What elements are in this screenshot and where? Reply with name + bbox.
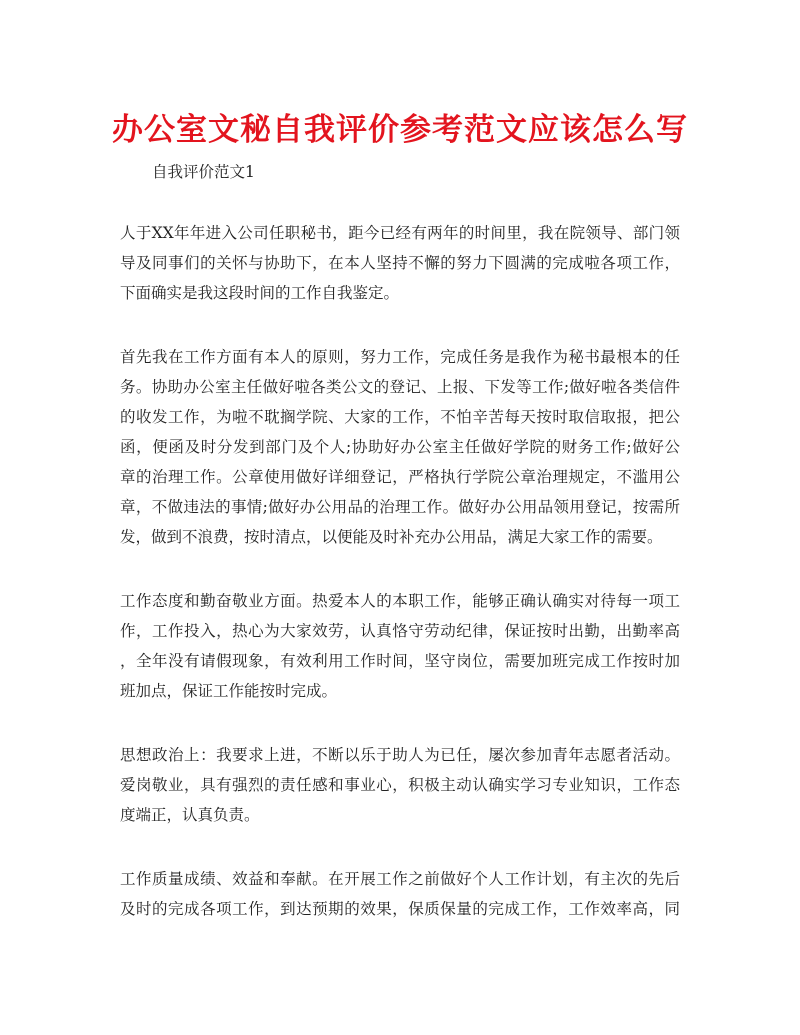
text-line: 班加点，保证工作能按时完成。 [120, 682, 338, 700]
text-line: 务。协助办公室主任做好啦各类公文的登记、上报、下发等工作;做好啦各类信件 [120, 378, 680, 396]
document-title: 办公室文秘自我评价参考范文应该怎么写 [112, 112, 688, 148]
text-line: ，全年没有请假现象，有效利用工作时间，坚守岗位，需要加班完成工作按时加 [120, 652, 680, 670]
paragraph-5 [120, 864, 680, 924]
paragraph-4 [120, 740, 680, 830]
text-line: 导及同事们的关怀与协助下，在本人坚持不懈的努力下圆满的完成啦各项工作， [120, 254, 680, 272]
document-body [120, 218, 680, 958]
text-line: 思想政治上：我要求上进，不断以乐于助人为已任，屡次参加青年志愿者活动。 [120, 746, 680, 764]
text-line: 爱岗敬业，具有强烈的责任感和事业心，积极主动认确实学习专业知识，工作态 [120, 776, 680, 794]
text-line: 首先我在工作方面有本人的原则，努力工作，完成任务是我作为秘书最根本的任 [120, 348, 680, 366]
text-line: 的收发工作，为啦不耽搁学院、大家的工作，不怕辛苦每天按时取信取报，把公 [120, 408, 680, 426]
text-line: 工作态度和勤奋敬业方面。热爱本人的本职工作，能够正确认确实对待每一项工 [120, 592, 680, 610]
paragraph-1 [120, 218, 680, 308]
paragraph-3 [120, 586, 680, 706]
text-line: 下面确实是我这段时间的工作自我鉴定。 [120, 284, 400, 302]
document-subtitle: 自我评价范文1 [152, 163, 255, 181]
text-line: 章的治理工作。公章使用做好详细登记，严格执行学院公章治理规定，不滥用公 [120, 468, 680, 486]
text-line: 及时的完成各项工作，到达预期的效果，保质保量的完成工作，工作效率高，同 [120, 900, 680, 918]
text-line: 人于XX年年进入公司任职秘书，距今已经有两年的时间里，我在院领导、部门领 [120, 224, 680, 242]
text-line: 作，工作投入，热心为大家效劳，认真恪守劳动纪律，保证按时出勤，出勤率高 [120, 622, 680, 640]
text-line: 章，不做违法的事情;做好办公用品的治理工作。做好办公用品领用登记，按需所 [120, 498, 680, 516]
paragraph-2 [120, 342, 680, 552]
text-line: 发，做到不浪费，按时清点，以便能及时补充办公用品，满足大家工作的需要。 [120, 528, 663, 546]
text-line: 函，便函及时分发到部门及个人;协助好办公室主任做好学院的财务工作;做好公 [120, 438, 680, 456]
text-line: 度端正，认真负责。 [120, 806, 260, 824]
text-line: 工作质量成绩、效益和奉献。在开展工作之前做好个人工作计划，有主次的先后 [120, 870, 680, 888]
